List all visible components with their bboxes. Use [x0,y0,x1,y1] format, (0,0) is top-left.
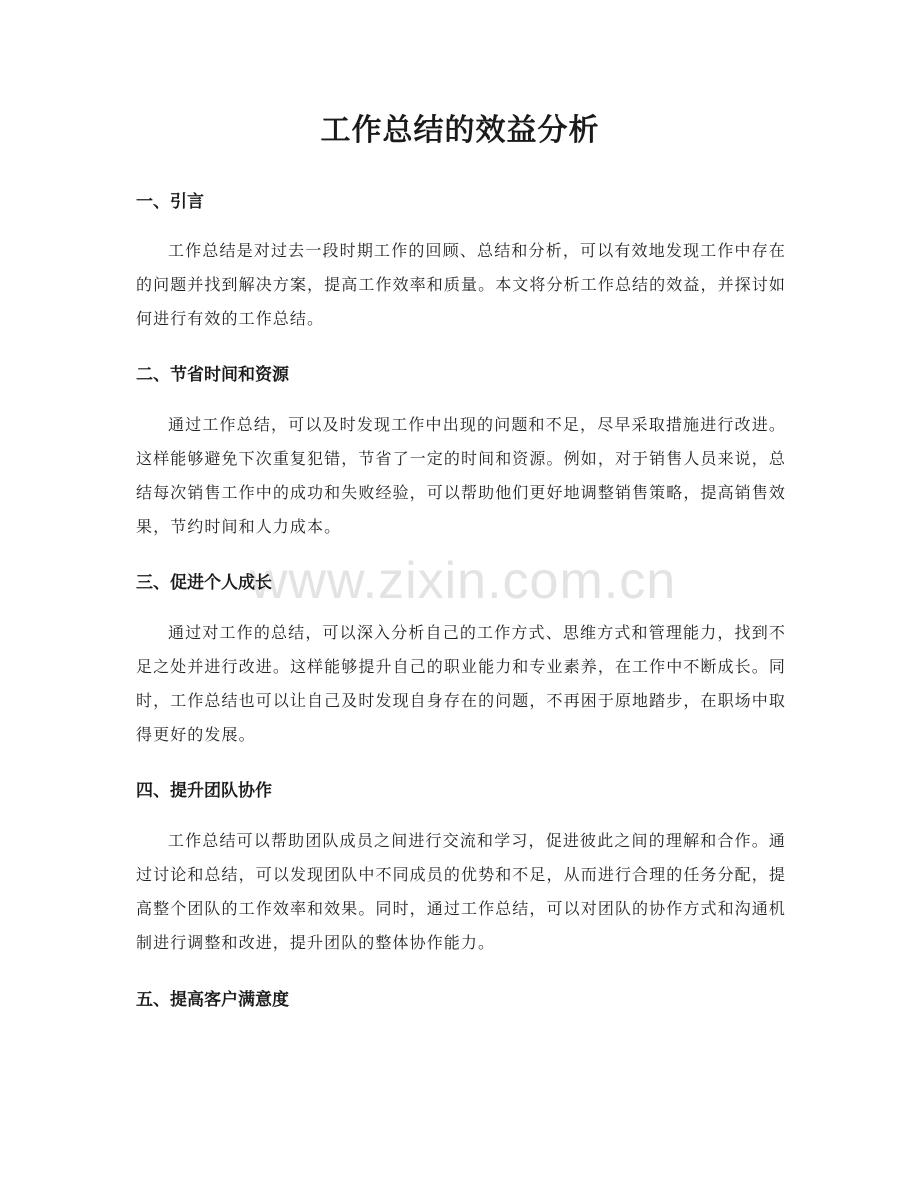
watermark: www.zixin.com.cn [249,552,677,610]
section-heading-team-collaboration: 四、提升团队协作 [136,781,272,801]
document-title: 工作总结的效益分析 [320,113,600,148]
section-paragraph-team-collaboration: 工作总结可以帮助团队成员之间进行交流和学习，促进彼此之间的理解和合作。通过讨论和总结，可以发现团队中不同成员的优势和不足，从而进行合理的任务分配，提高整个团队的工作效率和效果。同时，通过工作总结，可以对团队的协作方式和沟通机制进行调整和改进，提升团队的整体协作能力。 [136,831,786,952]
section-heading-introduction: 一、引言 [136,192,204,212]
section-heading-customer-satisfaction: 五、提高客户满意度 [136,990,289,1010]
section-paragraph-personal-growth: 通过对工作的总结，可以深入分析自己的工作方式、思维方式和管理能力，找到不足之处并进行改进。这样能够提升自己的职业能力和专业素养，在工作中不断成长。同时，工作总结也可以让自己及时发现自身存在的问题，不再困于原地踏步，在职场中取得更好的发展。 [136,623,786,744]
section-paragraph-introduction: 工作总结是对过去一段时期工作的回顾、总结和分析，可以有效地发现工作中存在的问题并找到解决方案，提高工作效率和质量。本文将分析工作总结的效益，并探讨如何进行有效的工作总结。 [136,241,786,328]
section-heading-personal-growth: 三、促进个人成长 [136,573,272,593]
section-heading-save-time: 二、节省时间和资源 [136,365,289,385]
section-paragraph-save-time: 通过工作总结，可以及时发现工作中出现的问题和不足，尽早采取措施进行改进。这样能够避免下次重复犯错，节省了一定的时间和资源。例如，对于销售人员来说，总结每次销售工作中的成功和失败经验，可以帮助他们更好地调整销售策略，提高销售效果，节约时间和人力成本。 [136,415,786,536]
